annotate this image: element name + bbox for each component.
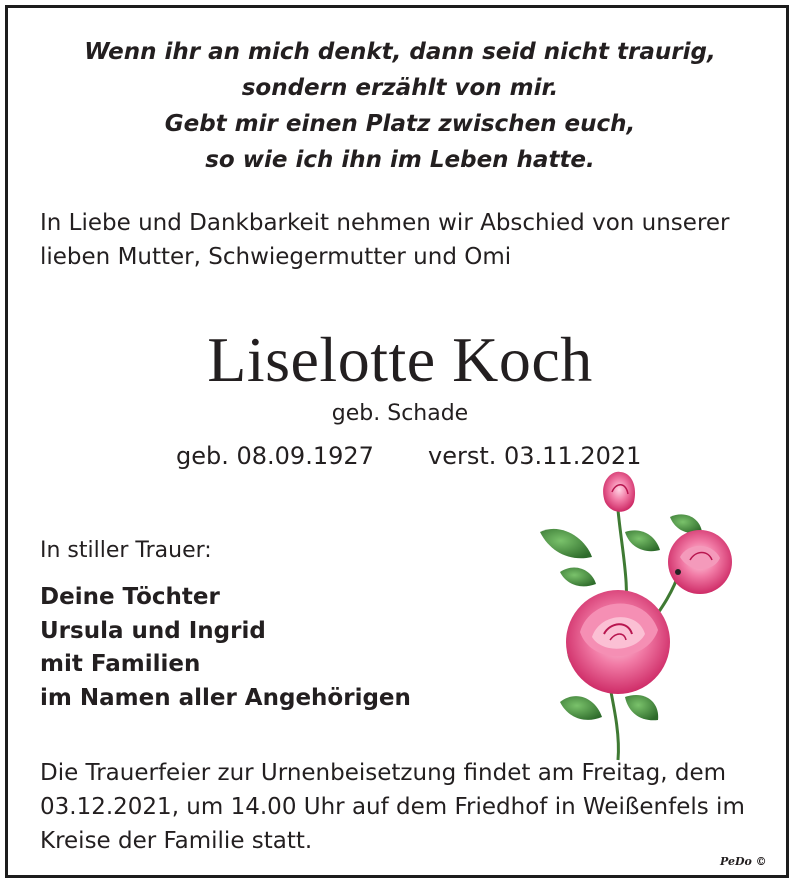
leaf-icon — [560, 696, 602, 720]
leaf-icon — [625, 695, 658, 720]
mourners-list — [40, 581, 411, 715]
poem — [0, 34, 800, 178]
poem-line: Wenn ihr an mich denkt, dann seid nicht traurig, — [84, 39, 716, 65]
death-date: verst. 03.11.2021 — [428, 442, 642, 470]
notice-line: Die Trauerfeier zur Urnenbeisetzung findet am Freitag, dem — [40, 760, 727, 786]
designer-signature: PeDo © — [720, 855, 767, 868]
birth-date: geb. 08.09.1927 — [176, 442, 374, 470]
maiden-name: geb. Schade — [331, 401, 469, 426]
rose-icon — [668, 530, 732, 594]
mourner-line: im Namen aller Angehörigen — [40, 684, 411, 711]
leaf-icon — [625, 530, 660, 551]
intro-line: In Liebe und Dankbarkeit nehmen wir Abschied von unserer — [40, 210, 730, 236]
intro-text — [40, 206, 770, 274]
deceased-name: Liselotte Koch — [207, 324, 593, 395]
poem-line: sondern erzählt von mir. — [241, 75, 559, 101]
poem-line: Gebt mir einen Platz zwischen euch, — [164, 111, 636, 137]
mourning-label: In stiller Trauer: — [40, 538, 212, 563]
mourner-line: mit Familien — [40, 651, 201, 677]
rose-icon — [566, 590, 670, 694]
leaf-icon — [540, 529, 592, 558]
rose-bud-icon — [603, 472, 635, 512]
roses-illustration — [530, 462, 745, 762]
notice-line: Kreise der Familie statt. — [40, 828, 313, 854]
leaf-icon — [560, 568, 596, 587]
mourner-line: Deine Töchter — [40, 584, 220, 610]
intro-line: lieben Mutter, Schwiegermutter und Omi — [40, 244, 512, 270]
funeral-notice — [40, 756, 770, 858]
notice-line: 03.12.2021, um 14.00 Uhr auf dem Friedhof in Weißenfels im — [40, 794, 745, 820]
poem-line: so wie ich ihn im Leben hatte. — [205, 147, 595, 173]
mourner-line: Ursula und Ingrid — [40, 617, 266, 644]
